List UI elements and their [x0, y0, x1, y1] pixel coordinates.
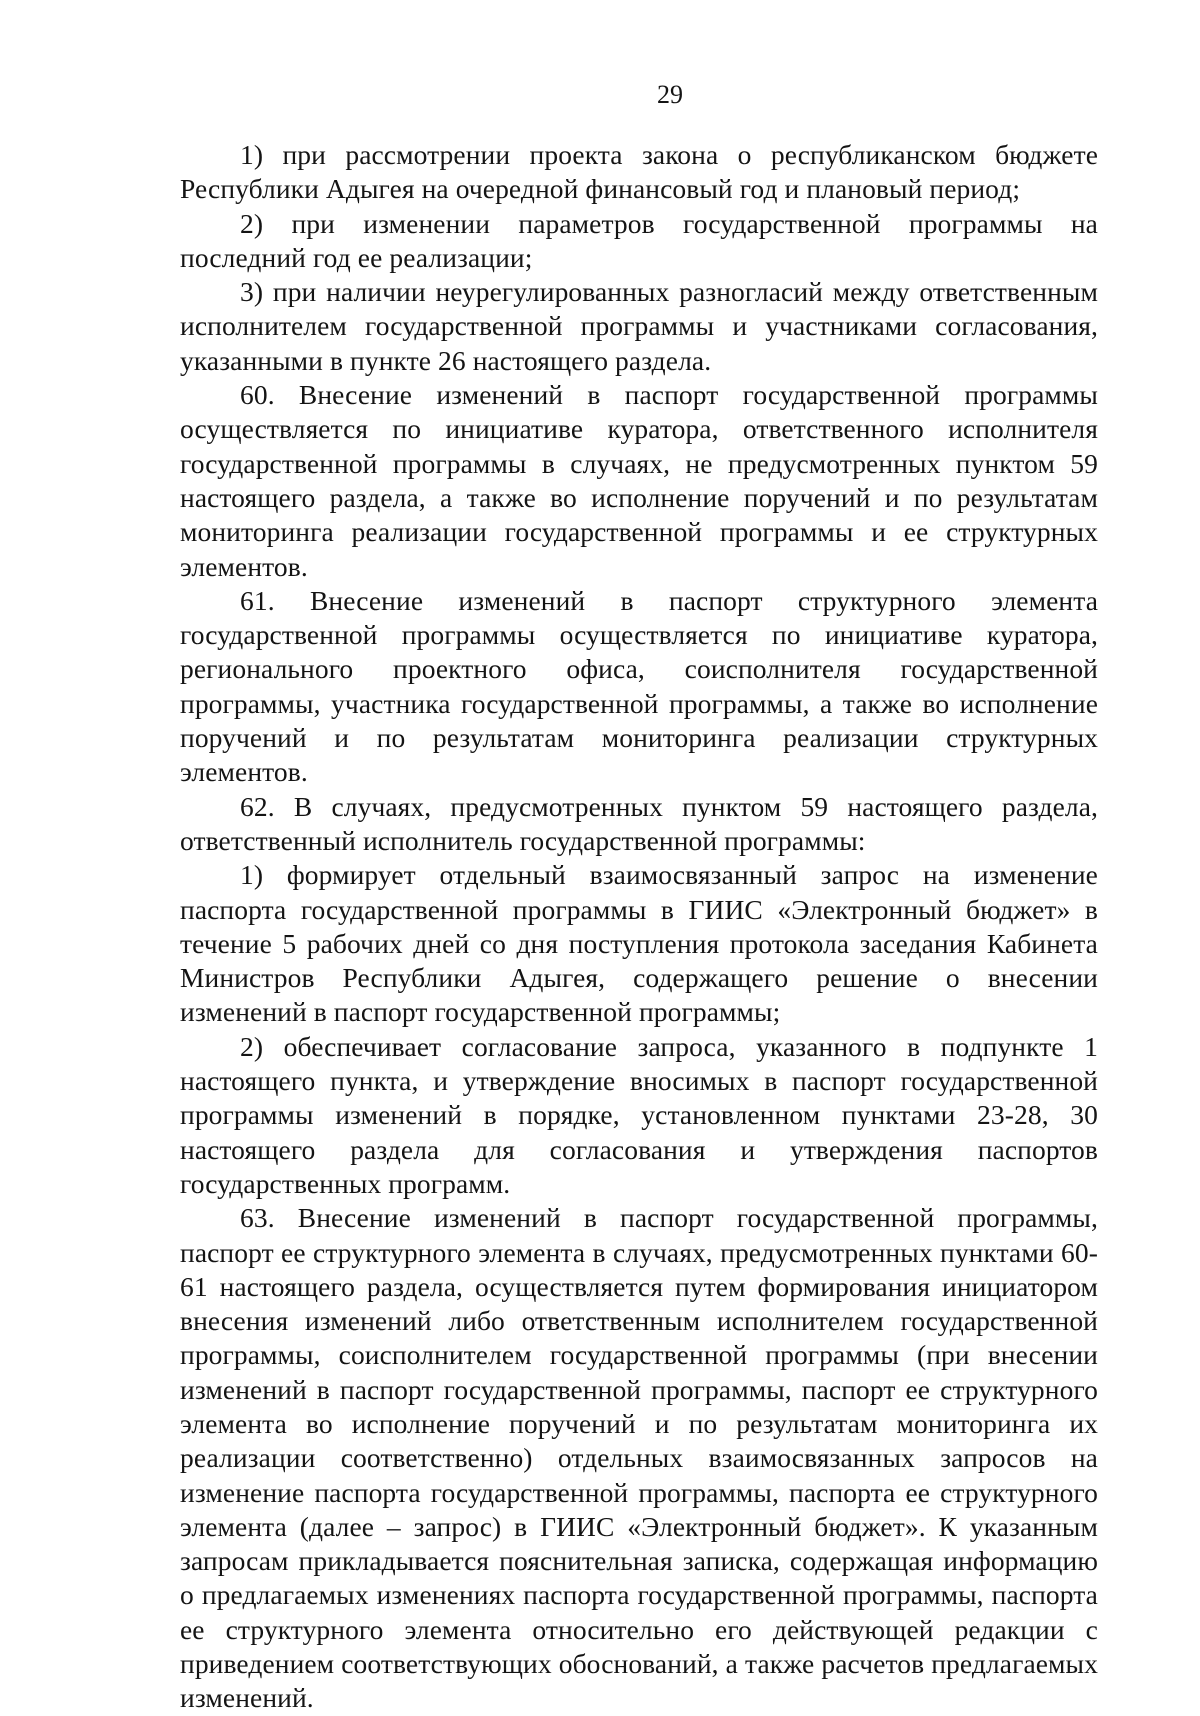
paragraph-item-62-subitem-2: 2) обеспечивает согласование запроса, указанного в подпункте 1 настоящего пункта, и утверждение вносимых в паспорт государственной программы изменений в порядке, установленном пунктами 23-28, 30 настоящего раздела для согласования и утверждения паспортов государственных программ.: [180, 1030, 1098, 1199]
page-number: 29: [657, 80, 683, 109]
paragraph-subitem-3: 3) при наличии неурегулированных разногласий между ответственным исполнителем государственной программы и участниками согласования, указанными в пункте 26 настоящего раздела.: [180, 276, 1098, 376]
document-body: [180, 138, 1098, 1716]
paragraph-item-63: 63. Внесение изменений в паспорт государственной программы, паспорт ее структурного элемента в случаях, предусмотренных пунктами 60-61 настоящего раздела, осуществляется путем формирования инициатором внесения изменений либо ответственным исполнителем государственной программы, соисполнителем государственной программы (при внесении изменений в паспорт государственной программы, паспорт ее структурного элемента во исполнение поручений и по результатам мониторинга их реализации соответственно) отдельных взаимосвязанных запросов на изменение паспорта государственной программы, паспорта ее структурного элемента (далее – запрос) в ГИИС «Электронный бюджет». К указанным запросам прикладывается пояснительная записка, содержащая информацию о предлагаемых изменениях паспорта государственной программы, паспорта ее структурного элемента относительно его действующей редакции с приведением соответствующих обоснований, а также расчетов предлагаемых изменений.: [180, 1202, 1098, 1714]
paragraph-subitem-2: 2) при изменении параметров государственной программы на последний год ее реализации;: [180, 207, 1098, 273]
paragraph-subitem-1: 1) при рассмотрении проекта закона о республиканском бюджете Республики Адыгея на очередной финансовый год и плановый период;: [180, 139, 1098, 205]
paragraph-item-61: 61. Внесение изменений в паспорт структурного элемента государственной программы осуществляется по инициативе куратора, регионального проектного офиса, соисполнителя государственной программы, участника государственной программы, а также во исполнение поручений и по результатам мониторинга реализации структурных элементов.: [180, 584, 1098, 788]
paragraph-item-60: 60. Внесение изменений в паспорт государственной программы осуществляется по инициативе куратора, ответственного исполнителя государственной программы в случаях, не предусмотренных пунктом 59 настоящего раздела, а также во исполнение поручений и по результатам мониторинга реализации государственной программы и ее структурных элементов.: [180, 379, 1098, 582]
paragraph-item-62-subitem-1: 1) формирует отдельный взаимосвязанный запрос на изменение паспорта государственной программы в ГИИС «Электронный бюджет» в течение 5 рабочих дней со дня поступления протокола заседания Кабинета Министров Республики Адыгея, содержащего решение о внесении изменений в паспорт государственной программы;: [180, 859, 1098, 1028]
paragraph-item-62: 62. В случаях, предусмотренных пунктом 59 настоящего раздела, ответственный исполнитель государственной программы:: [180, 790, 1098, 856]
